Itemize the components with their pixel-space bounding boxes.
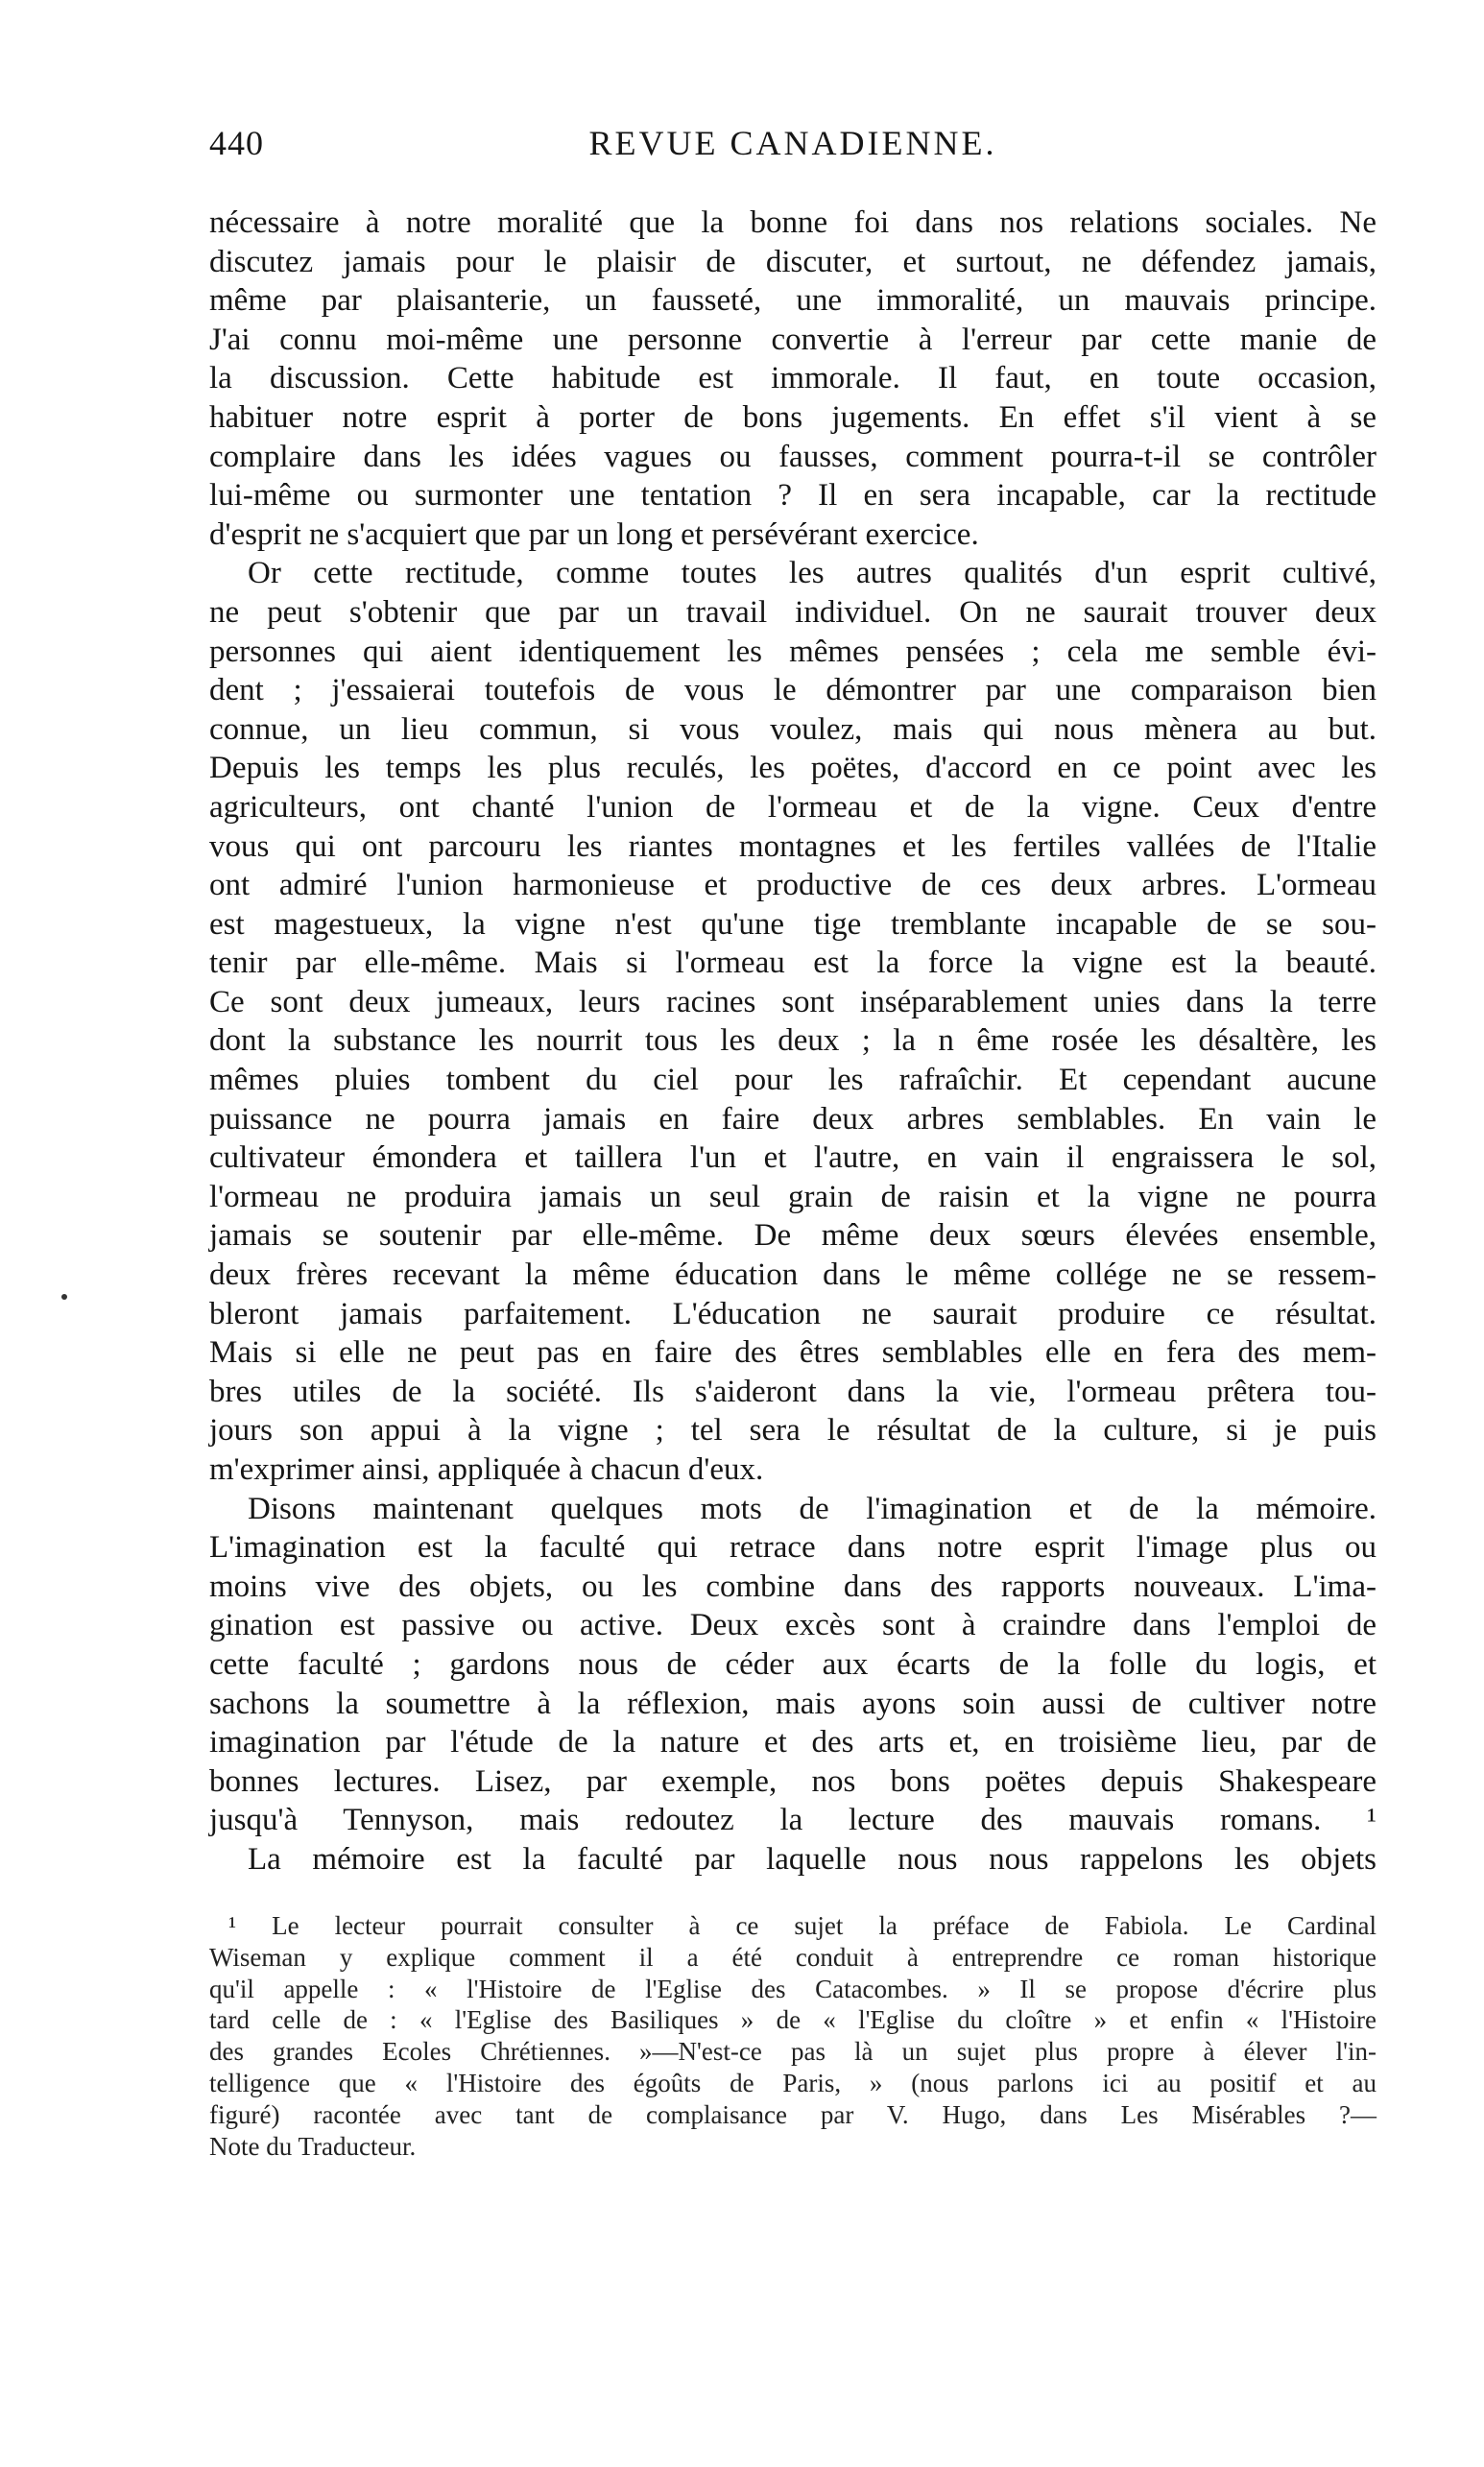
footnote-line: telligence que « l'Histoire des égoûts de Paris, » (nous parlons ici au positif et au bbox=[209, 2068, 1376, 2097]
footnotes bbox=[209, 1910, 1376, 2162]
text-line: connue, un lieu commun, si vous voulez, mais qui nous mènera au but. bbox=[209, 711, 1376, 747]
text-line: personnes qui aient identiquement les mêmes pensées ; cela me semble évi- bbox=[209, 634, 1376, 669]
text-line: nécessaire à notre moralité que la bonne foi dans nos relations sociales. Ne bbox=[209, 205, 1376, 240]
text-line: agriculteurs, ont chanté l'union de l'ormeau et de la vigne. Ceux d'entre bbox=[209, 789, 1376, 825]
text-line: lui-même ou surmonter une tentation ? Il en sera incapable, car la rectitude bbox=[209, 478, 1376, 514]
text-line: gination est passive ou active. Deux excès sont à craindre dans l'emploi de bbox=[209, 1608, 1376, 1643]
footnote-line: ¹ Le lecteur pourrait consulter à ce sujet la préface de Fabiola. Le Cardinal bbox=[228, 1911, 1376, 1940]
text-line: jamais se soutenir par elle-même. De même deux sœurs élevées ensemble, bbox=[209, 1218, 1376, 1254]
text-line: habituer notre esprit à porter de bons jugements. En effet s'il vient à se bbox=[209, 399, 1376, 435]
text-line: Disons maintenant quelques mots de l'imagination et de la mémoire. bbox=[248, 1491, 1376, 1526]
body-text bbox=[209, 204, 1376, 1880]
text-line: J'ai connu moi-même une personne convertie à l'erreur par cette manie de bbox=[209, 322, 1376, 357]
text-line: jusqu'à Tennyson, mais redoutez la lecture des mauvais romans. ¹ bbox=[209, 1803, 1376, 1838]
text-line: cultivateur émondera et taillera l'un et l'autre, en vain il engraissera le sol, bbox=[209, 1140, 1376, 1176]
text-line: deux frères recevant la même éducation dans le même collége ne se ressem- bbox=[209, 1257, 1376, 1293]
text-line: Ce sont deux jumeaux, leurs racines sont inséparablement unies dans la terre bbox=[209, 984, 1376, 1019]
text-line: la discussion. Cette habitude est immorale. Il faut, en toute occasion, bbox=[209, 361, 1376, 396]
footnote-line: Note du Traducteur. bbox=[209, 2131, 417, 2161]
text-line: cette faculté ; gardons nous de céder aux écarts de la folle du logis, et bbox=[209, 1646, 1376, 1682]
text-line: bleront jamais parfaitement. L'éducation ne saurait produire ce résultat. bbox=[209, 1296, 1376, 1331]
text-line: complaire dans les idées vagues ou fausses, comment pourra-t-il se contrôler bbox=[209, 439, 1376, 474]
text-line: vous qui ont parcouru les riantes montagnes et les fertiles vallées de l'Italie bbox=[209, 828, 1376, 864]
page-header bbox=[209, 123, 1376, 177]
text-line: discutez jamais pour le plaisir de discuter, et surtout, ne défendez jamais, bbox=[209, 244, 1376, 279]
footnote-line: Wiseman y explique comment il a été conduit à entreprendre ce roman historique bbox=[209, 1942, 1376, 1972]
text-line: ne peut s'obtenir que par un travail individuel. On ne saurait trouver deux bbox=[209, 594, 1376, 630]
text-line: sachons la soumettre à la réflexion, mais ayons soin aussi de cultiver notre bbox=[209, 1686, 1376, 1721]
footnote-line: qu'il appelle : « l'Histoire de l'Eglise des Catacombes. » Il se propose d'écrire plus bbox=[209, 1974, 1376, 2003]
text-line: Mais si elle ne peut pas en faire des êtres semblables elle en fera des mem- bbox=[209, 1335, 1376, 1371]
text-line: d'esprit ne s'acquiert que par un long et persévérant exercice. bbox=[209, 516, 979, 552]
text-line: jours son appui à la vigne ; tel sera le résultat de la culture, si je puis bbox=[209, 1413, 1376, 1449]
page-number: 440 bbox=[209, 124, 264, 162]
text-line: La mémoire est la faculté par laquelle nous nous rappelons les objets bbox=[248, 1841, 1376, 1877]
text-line: moins vive des objets, ou les combine dans des rapports nouveaux. L'ima- bbox=[209, 1569, 1376, 1604]
text-line: Depuis les temps les plus reculés, les poëtes, d'accord en ce point avec les bbox=[209, 751, 1376, 786]
text-line: tenir par elle-même. Mais si l'ormeau est la force la vigne est la beauté. bbox=[209, 946, 1376, 981]
footnote-line: des grandes Ecoles Chrétiennes. »—N'est-ce pas là un sujet plus propre à élever l'in- bbox=[209, 2037, 1376, 2067]
text-line: Or cette rectitude, comme toutes les autres qualités d'un esprit cultivé, bbox=[248, 556, 1376, 591]
text-line: est magestueux, la vigne n'est qu'une tige tremblante incapable de se sou- bbox=[209, 906, 1376, 942]
text-line: dont la substance les nourrit tous les deux ; la n ême rosée les désaltère, les bbox=[209, 1023, 1376, 1059]
text-line: ont admiré l'union harmonieuse et productive de ces deux arbres. L'ormeau bbox=[209, 868, 1376, 903]
margin-dot-mark bbox=[61, 1294, 67, 1300]
footnote-line: tard celle de : « l'Eglise des Basiliques » de « l'Eglise du cloître » et enfin « l'Histoire bbox=[209, 2005, 1376, 2035]
text-line: bonnes lectures. Lisez, par exemple, nos bons poëtes depuis Shakespeare bbox=[209, 1763, 1376, 1799]
text-line: m'exprimer ainsi, appliquée à chacun d'eux. bbox=[209, 1452, 764, 1487]
text-line: puissance ne pourra jamais en faire deux arbres semblables. En vain le bbox=[209, 1101, 1376, 1137]
text-line: bres utiles de la société. Ils s'aideront dans la vie, l'ormeau prêtera tou- bbox=[209, 1374, 1376, 1409]
running-title: REVUE CANADIENNE. bbox=[588, 124, 997, 162]
text-line: même par plaisanterie, un fausseté, une immoralité, un mauvais principe. bbox=[209, 283, 1376, 319]
text-line: l'ormeau ne produira jamais un seul grain de raisin et la vigne ne pourra bbox=[209, 1179, 1376, 1214]
text-line: dent ; j'essaierai toutefois de vous le démontrer par une comparaison bien bbox=[209, 673, 1376, 708]
text-line: imagination par l'étude de la nature et des arts et, en troisième lieu, par de bbox=[209, 1725, 1376, 1760]
text-line: L'imagination est la faculté qui retrace dans notre esprit l'image plus ou bbox=[209, 1530, 1376, 1566]
text-line: mêmes pluies tombent du ciel pour les rafraîchir. Et cependant aucune bbox=[209, 1063, 1376, 1098]
footnote-line: figuré) racontée avec tant de complaisance par V. Hugo, dans Les Misérables ?— bbox=[209, 2099, 1376, 2129]
